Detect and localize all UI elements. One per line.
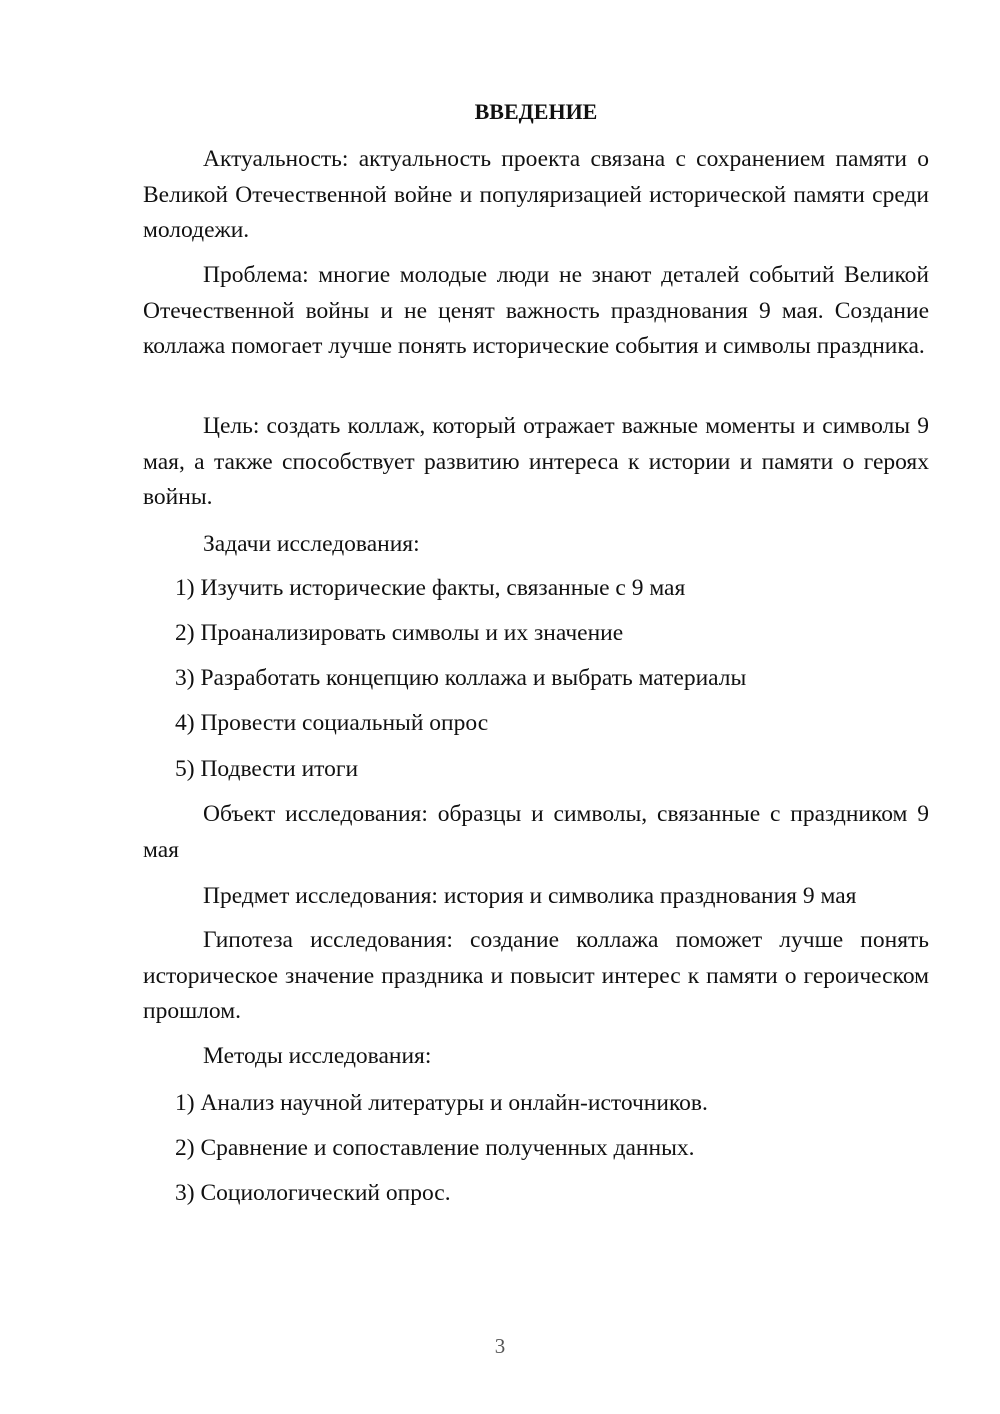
task-item-3: 3) Разработать концепцию коллажа и выбрать материалы bbox=[175, 665, 747, 691]
task-item-2: 2) Проанализировать символы и их значение bbox=[175, 620, 624, 646]
page-title: ВВЕДЕНИЕ bbox=[474, 99, 598, 124]
hypothesis-paragraph: Гипотеза исследования: создание коллажа поможет лучше понять историческое значение праздника и повысит интерес к памяти о героическом прошлом. bbox=[143, 927, 929, 1024]
task-item-4: 4) Провести социальный опрос bbox=[175, 710, 489, 736]
method-item-1: 1) Анализ научной литературы и онлайн-источников. bbox=[175, 1090, 708, 1116]
page-number: 3 bbox=[494, 1334, 506, 1358]
tasks-heading: Задачи исследования: bbox=[203, 531, 420, 557]
method-item-3: 3) Социологический опрос. bbox=[175, 1180, 451, 1206]
object-paragraph: Объект исследования: образцы и символы, связанные с праздником 9 мая bbox=[143, 801, 929, 863]
task-item-5: 5) Подвести итоги bbox=[175, 756, 359, 782]
relevance-paragraph: Актуальность: актуальность проекта связана с сохранением памяти о Великой Отечественной войне и популяризацией исторической памяти среди молодежи. bbox=[143, 146, 929, 243]
task-item-1: 1) Изучить исторические факты, связанные с 9 мая bbox=[175, 575, 686, 601]
problem-paragraph: Проблема: многие молодые люди не знают деталей событий Великой Отечественной войны и не ценят важность празднования 9 мая. Создание коллажа помогает лучше понять исторические события и символы праздника. bbox=[143, 262, 929, 359]
goal-paragraph: Цель: создать коллаж, который отражает важные моменты и символы 9 мая, а также способствует развитию интереса к истории и памяти о героях войны. bbox=[143, 413, 929, 510]
methods-heading: Методы исследования: bbox=[203, 1043, 432, 1069]
subject-paragraph: Предмет исследования: история и символика празднования 9 мая bbox=[203, 883, 857, 909]
method-item-2: 2) Сравнение и сопоставление полученных данных. bbox=[175, 1135, 695, 1161]
